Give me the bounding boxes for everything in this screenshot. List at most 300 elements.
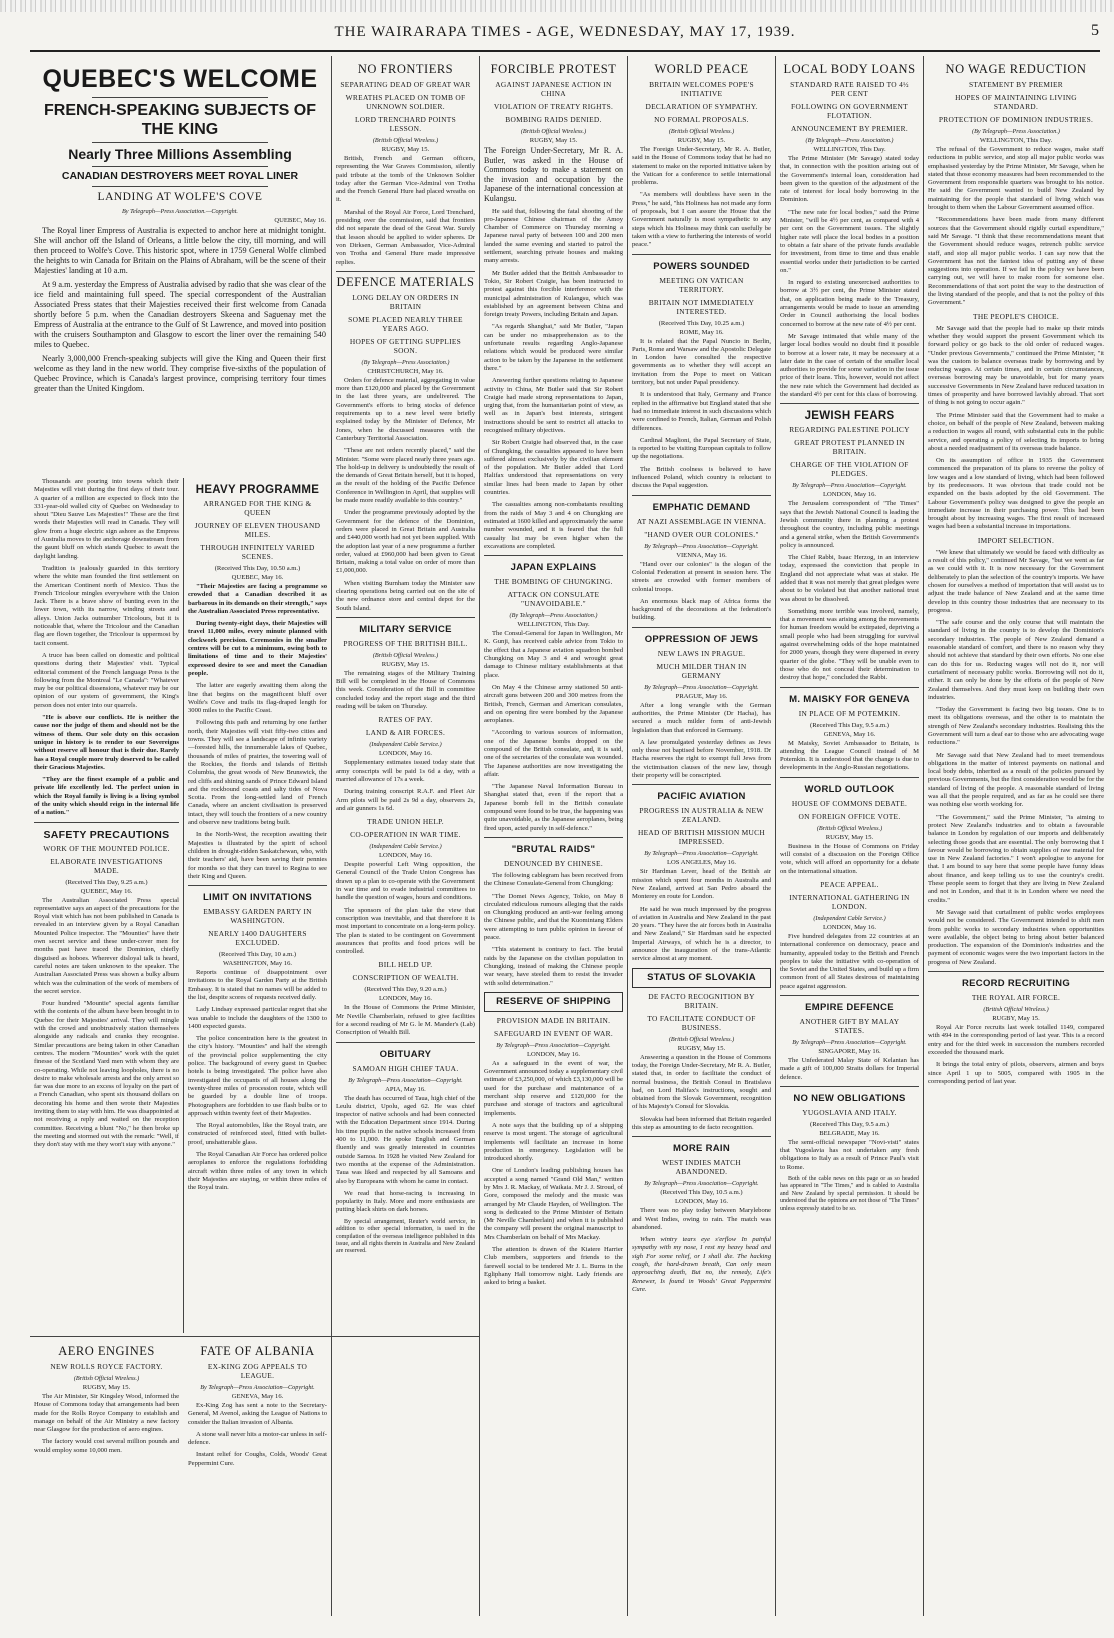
byline: By Telegraph—Press Association—Copyright. [792,1039,907,1046]
divider [632,254,771,255]
dateline: CHRISTCHURCH, May 16. [367,367,444,375]
deck: LAND & AIR FORCES. [365,728,446,738]
deck: EMBASSY GARDEN PARTY IN WASHINGTON. [203,907,312,926]
byline: (British Official Wireless.) [983,1006,1049,1014]
divider [632,627,771,628]
paragraph: He said he was much impressed by the progress of aviation in Australia and New Zealand in the past 20 years. "They have the air forces both in Australia and New Zealand," Sir Hardman said he expected Imperial Airways, of which he is a director, to announce the inauguration of the trans-Atlantic service almost at any moment. [632,905,771,963]
divider [632,1136,771,1137]
deck: HOPES OF MAINTAINING LIVING STANDARD. [955,93,1077,111]
paragraph: In the House of Commons the Prime Minister, Mr Neville Chamberlain, refused to give facilities for a second reading of Mr G. le M. Mander's (Lab) Conscription of Wealth Bill. [336,1004,475,1037]
paragraph: "They are the finest example of a public and private life excellently led. The perfect union in which the Royal family is living is a living symbol of the unity which should reign in the internal life of a nation." [34,776,179,817]
paragraph: On May 4 the Chinese army stationed 50 anti-aircraft guns between 200 and 300 metres from the British, French, German and American consulates, and on opening fire were bombed by the Japanese aeroplanes. [484,683,623,725]
paragraph: The casualties among non-combatants resulting from the raids of May 3 and 4 on Chungking are estimated at 1600 killed and approximately the same number wounded, and it is feared that the full casualty list may be even higher when the excavations are completed. [484,501,623,550]
deck: THE BOMBING OF CHUNGKING. [494,577,613,587]
paragraph: Mr Savage said that curtailment of public works employees would not be considered. The Government intended to shift men from public works to secondary industries when opportunities were available, the object being to bring about better balanced production. The expansion of the Dominion's industries and the payment of economic wages were the two important factors in the progress of New Zealand. [928,908,1104,966]
dateline: GENEVA, May 16. [231,1393,284,1400]
deck: WREATHS PLACED ON TOMB OF UNKNOWN SOLDIER. [345,93,466,111]
column-rule [183,478,184,1333]
deck: MUCH MILDER THAN IN GERMANY [656,661,747,680]
subhead: THE PEOPLE'S CHOICE. [973,311,1059,321]
article-aero [34,1342,179,1632]
dateline: WELLINGTON, This Day. [979,137,1053,144]
dateline: LONDON, May 16. [674,1198,729,1206]
paragraph: We read that horse-racing is increasing in popularity in Italy. More and more enthusiasts are putting black shirts on dark horses. [336,1189,475,1214]
column-4 [484,60,623,1632]
paragraph: Lady Lindsay expressed particular regret that she was unable to include the daughters of the 1300 to 1400 expected guests. [188,1006,327,1030]
paragraph: The refusal of the Government to reduce wages, make staff reductions in public service, and stop all major public works was emphasised yesterday by the Prime Minister, Mr Savage, when he stated that those economy measures had been recommended to the Government from responsible quarters was brought to his notice. He said the Government wanted to build New Zealand by maintaining for the people that standard of living which was brought to them when the Labour Government assumed office. [928,146,1104,212]
byline: (By Telegraph—Press Association.) [972,128,1060,135]
paragraph: He said that, following the fatal shooting of the pro-Japanese Chinese chairman of the Amoy Chamber of Commerce on Thursday morning a Japanese naval party of between 100 and 200 men landed the same evening and started to patrol the settlement, searching private houses and making many arrests. [484,207,623,265]
divider [632,495,771,496]
byline: (British Official Wireless.) [520,128,587,135]
dateline: QUEBEC, May 16. [231,574,284,581]
deck: LORD TRENCHARD POINTS LESSON. [354,115,457,133]
paragraph: The latter are eagerly awaiting them along the line that begins on the magnificent bluff over Wolfe's Cove and trails its flag-draped length for 3000 miles to the Pacific Coast. [188,682,327,715]
byline: By Telegraph—Press Association—Copyright. [644,1180,759,1188]
column-1 [34,478,179,1330]
deck: DE FACTO RECOGNITION BY BRITAIN. [648,991,755,1010]
subhead: TRADE UNION HELP. [367,817,444,827]
headline-jewish: JEWISH FEARS [804,410,895,423]
deck: DENOUNCED BY CHINESE. [503,858,604,868]
headline-aero: AERO ENGINES [58,1344,155,1358]
deck: ATTACK ON CONSULATE "UNAVOIDABLE." [507,590,600,609]
byline: (British Official Wireless.) [816,824,883,832]
paragraph: Four hundred "Mountie" special agents familiar with the contents of the album have been brought in to Quebec for their Majesties' arrival. They will mingle with the crowd and unobtrusively station themselves alongside any radicals and cranks they recognise. Similar precautions are being taken in other Canadian centres. The modern "Mounties" work with the quiet finesse of the Scotland Yard men with whom they are co-operating. While not leaving loopholes, there is no desire to make wholesale arrests and the only arrest so far was due more to an excess of loyalty on the part of a French Canadian, who spent six thousand dollars on decorating his home and then wrote their Majesties inviting them to stay with him. He was disappointed at not receiving a reply and waited on the reception committee. Receiving a blunt "No," he then broke up the meeting and stormed out with the remark: "Well, if they don't stay with me they won't stay with anyone." [34,1000,179,1149]
deck: NEW LAWS IN PRAGUE. [657,648,746,658]
article-quebec [34,62,326,472]
headline-defence: DEFENCE MATERIALS [336,274,475,289]
paragraph: Something more terrible was involved, namely, that a movement was arising among the movements for human freedom would be extirpated, depriving a small people who had been struggling for survival against overwhelming odds of the hope maintained for 2000 years, though they were dispersed in every quarter of the globe. "They will be unable even to those who do not conceal their determination to destroy that hope," concluded the Rabbi. [780,607,919,682]
paragraph: Sir Robert Craigie had observed that, in the case of Chungking, the casualties appeared to have been suffered almost exclusively by the civilian element of the population. Mr Butler added that Lord Halifax understood that representations on very similar lines had been made to Japan by other countries. [484,439,623,497]
paragraph: The Royal liner Empress of Australia is expected to anchor here at midnight tonight. She will anchor off the Island of Orleans, a little below the city, till morning, and will then proceed to Wolfe's Cove. This historic spot, where in 1759 General Wolfe climbed the heights to win Canada for Britain on the Plains of Abraham, will be the scene of their Majesties' landing at 10 a.m. [34,226,326,275]
headline-slovakia: STATUS OF SLOVAKIA [647,971,756,983]
deck: "HAND OVER OUR COLONIES." [644,529,759,539]
paragraph: "The safe course and the only course that will maintain the standard of living in the country is to develop the Dominion's secondary industries. The people of New Zealand demand a reasonable standard of comfort, and there is no reason why they should not achieve that standard by their own efforts. No one else can do this for us. Reducing wages will not do it, nor will curtailment of necessary public works. Borrowing will not do it, either. It can only be done by the efforts of the people of New Zealand themselves. And they must keep on building their own industries. [928,619,1104,701]
deck: ANOTHER GIFT BY MALAY STATES. [799,1017,900,1035]
deck: BRITAIN NOT IMMEDIATELY INTERESTED. [648,297,755,316]
dateline: WELLINGTON, This Day. [813,146,886,153]
headline-pacific: PACIFIC AVIATION [657,791,746,803]
dateline: LONDON, May 16. [378,852,433,860]
divider [780,1086,919,1087]
column-3 [336,60,475,1632]
deck: PROGRESS IN AUSTRALIA & NEW ZEALAND. [639,806,764,825]
paragraph: The Foreign Under-Secretary, Mr R. A. Butler, said in the House of Commons today that he had no statement to make on the reported initiative taken by the Vatican for a conference to settle international problems. [632,146,771,187]
paragraph: The semi-official newspaper "Novi-visti" states that Yugoslavia has not undertaken any fresh obligations to Italy as a result of Prince Paul's visit to Rome. [780,1138,919,1171]
byline: By Telegraph—Press Association—Copyright. [792,482,907,490]
column-6 [780,60,919,1632]
headline-obligations: NO NEW OBLIGATIONS [793,1092,906,1104]
byline: (British Official Wireless.) [372,651,439,659]
deck: EX-KING ZOG APPEALS TO LEAGUE. [207,1362,308,1380]
article-albania [188,1342,327,1632]
dateline: RUGBY, May 15. [381,660,430,668]
deck: SAFEGUARD IN EVENT OF WAR. [493,1028,613,1038]
deck: THE ROYAL AIR FORCE. [971,993,1061,1003]
headline-rain: MORE RAIN [672,1143,731,1155]
paragraph: The death has occurred of Taua, high chief of the Leulu district, Upolu, aged 62. He was chief inspector of native schools and had been connected with the Education Department since 1914. During his time pupils in the native schools increased from 400 to 11,000. He spoke English and German fluently and was greatly interested in countries outside Samoa. In 1928 he visited New Zealand for two months at the expense of the Administration. Taua was liked and respected by all Samoans and also by Europeans with whom he came in contact. [336,1094,475,1185]
paragraph: Reports continue of disappointment over invitations to the Royal Garden Party at the British Embassy. It is stated that no names will be added to the list, despite scores of requests received daily. [188,969,327,1001]
divider [188,885,327,886]
dateline: WASHINGTON, May 16. [222,960,293,968]
deck: PROVISION MADE IN BRITAIN. [496,1015,611,1025]
column-rule [775,56,776,1616]
column-7 [928,60,1104,1632]
paragraph: Mr Savage said that New Zealand had to meet tremendous obligations in the matter of interest payments on national and local body debts, inherited as a result of the policies pursued by previous Governments, but the first consideration would be for the standard of living of the people. A reasonable standard of living was all that the people required, and as far as he could see there was nothing else worth working for. [928,751,1104,809]
deck: NO FORMAL PROPOSALS. [654,115,749,124]
deck: ARRANGED FOR THE KING & QUEEN [203,499,312,517]
dateline: QUEBEC, May 16. [274,217,326,224]
paragraph: It is related that the Papal Nuncio in Berlin, Paris, Rome and Warsaw and the Apostolic Delegate in London have consulted the respective governments as to whether they will accept an invitation from the Pope to meet on Vatican territory, but not under Papal presidency. [632,337,771,387]
received: (Received This Day, 9.5 a.m.) [810,1120,889,1128]
subhead: BILL HELD UP. [378,960,433,970]
headline-emphatic: EMPHATIC DEMAND [652,501,751,513]
dateline: LONDON, May 16. [822,491,877,499]
byline: (By Telegraph—Press Association.) [805,137,894,144]
paragraph: The Prime Minister said that the Government had to make a choice, on behalf of the people of New Zealand, between making a reduction in wages all round, with substantial cuts in the public service, and operating a policy of selecting its imports to bring about a needed readjustment of its overseas trade balance. [928,411,1104,452]
dateline: BELGRADE, May 16. [819,1129,880,1137]
deck: ANNOUNCEMENT BY PREMIER. [790,124,909,133]
headline-heavy: HEAVY PROGRAMME [195,484,320,496]
byline: By Telegraph—Press Association—Copyright. [496,1041,611,1049]
paragraph: "We knew that ultimately we would be faced with difficulty as a result of this policy," continued Mr Savage, "but we went as far as we could with it. It is now necessary for the Government deliberately to plan the selection of the country's imports. We have chosen for ourselves a method of importation that will assist us to adjust the trade balance of New Zealand and at the same time develop in this country those industries that are necessary to its progress. [928,548,1104,614]
byline: (British Official Wireless.) [372,137,439,144]
deck: AGAINST JAPANESE ACTION IN CHINA [495,80,612,98]
dateline: LOS ANGELES, May 16. [666,859,737,867]
divider [780,777,919,778]
paragraph: As a safeguard in the event of war, the Government announced today a supplementary civil estimate of £3,250,000, of which £3,130,000 will be used for the purchase and maintenance of a merchant ship reserve and £120,000 for the purchase and storage of tractors and agricultural implements. [484,1059,623,1117]
paragraph: The Royal Canadian Air Force has ordered police aeroplanes to enforce the regulations forbidding aircraft within three miles of any town in which their Majesties are staying, or within three miles of the Royal train. [188,1151,327,1192]
headline-invitations: LIMIT ON INVITATIONS [202,892,313,904]
dateline: RUGBY, May 15. [992,1015,1040,1023]
headline-safety: SAFETY PRECAUTIONS [43,828,170,841]
paragraph: "The Japanese Naval Information Bureau in Shanghai stated that, even if the report that a Japanese bomb fell in the British consulate compound were found to be true, the happening was quite unavoidable, as the Japanese aeroplanes, being fired upon, acted purely in self-defence." [484,783,623,832]
headline-forcible: FORCIBLE PROTEST [490,62,617,76]
dateline: VIENNA, May 16. [676,551,727,559]
paragraph: Business in the House of Commons on Friday will consist of a discussion on the Foreign Office vote, which will afford an opportunity for a debate on the international situation. [780,842,919,875]
paragraph: The following cablegram has been received from the Chinese Consulate-General from Chungking: [484,871,623,888]
headline-quebec: QUEBEC'S WELCOME [42,65,318,93]
deck: SAMOAN HIGH CHIEF TAUA. [352,1063,459,1073]
paragraph: The Consul-General for Japan in Wellington, Mr K. Gunji, has received cable advice from Tokio to the effect that a Japanese aviation squadron bombed Chungking on May 3 and 4 and wrought great damage to Chinese military establishments at that place. [484,630,623,679]
paragraph: British, French and German officers, representing the War Graves Commission, silently paid tribute at the tomb of the Unknown Soldier today after the German Vice-Admiral von Trotha and the French General Hure had placed wreaths on it. [336,155,475,204]
divider [780,687,919,688]
paragraph: The Prime Minister (Mr Savage) stated today that, in connection with the position arising out of the Government's internal loan, consideration had been given to the question of the adjustment of the rate of interest for local body borrowing in the Dominion. [780,155,919,204]
dateline: PRAGUE, May 16. [675,692,728,700]
byline: (British Official Wireless.) [668,128,735,135]
paragraph: The Air Minister, Sir Kingsley Wood, informed the House of Commons today that arrangements had been made for the Rolls Royce Company to establish and manage on behalf of the Air Ministry a new factory near Glasgow for the production of aero engines. [34,1393,179,1434]
byline: (British Official Wireless.) [73,1375,140,1382]
paragraph: Slovakia had been informed that Britain regarded this step as amounting to de facto recognition. [632,1115,771,1131]
paragraph: "This statement is contrary to fact. The brutal raids by the Japanese on the civilian population in Chungking, instead of making the Chinese people war weary, have steeled them to resist the invader with solid determination." [484,946,623,987]
paragraph: After a long wrangle with the German authorities, the Prime Minister (Dr Hacha), has secured a much milder form of anti-Jewish legislation than that enforced in Germany. [632,701,771,734]
deck: AT NAZI ASSEMBLAGE IN VIENNA. [636,516,767,526]
divider [336,617,475,618]
received: (Received This Day, 9.20 a.m.) [364,986,447,994]
deck: THROUGH INFINITELY VARIED SCENES. [200,543,315,561]
subhead-millions: Nearly Three Millions Assembling [68,146,292,162]
deck: PROTECTION OF DOMINION INDUSTRIES. [938,115,1094,124]
paragraph: "The Government," said the Prime Minister, "is aiming to protect New Zealand's industries and to obtain a favourable balance in London by regulation of our imports and deliberately selecting those goods that are essential. The only borrowing that I favour would be borrowing to obtain supplies of raw material for use in New Zealand factories." I won't apologise to anyone for that. I am bound to say here that some people have funny ideas about finance, and keep telling us to use the country's credit. These people seem to forget that they are living in New Zealand and not in London, and that it is in London where we need the credits." [928,813,1104,904]
paragraph: Despite powerful Left Wing opposition, the General Council of the Trade Union Congress has drawn up a plan to co-operate with the Government in war time and to evade industrial committees to handle the question of wages, hours and conditions. [336,861,475,902]
paragraph: "Recommendations have been made from many different sources that the Government should rigidly curtail expenditure," said Mr Savage. "I think that these recommendations meant that the Government should reduce wages, retrench public service staff, and stop all major public works. I can say now that the Government has not the faintest idea of putting any of these suggestions into operation. If we fail in the policy we have been carrying out, we will have to make room for someone else. Recommendations of that sort point the way to the destruction of the living standard of the people, and that is not the policy of this Government." [928,216,1104,307]
paragraph: The sponsors of the plan take the view that conscription was inevitable, and that therefore it is most important to concentrate on a long-term policy. The plan is stated to be contingent on Government assurances that profits and food prices will be controlled. [336,906,475,956]
paragraph: It brings the total entry of pilots, observers, airmen and boys since April 1 up to 5005, compared with 1905 in the corresponding period of last year. [928,1061,1104,1085]
deck: VIOLATION OF TREATY RIGHTS. [493,102,614,111]
column-rule [479,56,480,1616]
paragraph: Mr Savage intimated that while many of the larger local bodies would no doubt find it possible to borrow at a lower rate, it may be necessary at a later date in the case of certain of the smaller local authorities to provide for some variation in the issue price of their loans. This, however, would not affect the new rate which the Government had decided as the standard 4½ per cent for this class of borrowing. [780,332,919,399]
deck: CHARGE OF THE VIOLATION OF PLEDGES. [790,460,909,479]
received: (Received This Day, 10.25 a.m.) [658,319,745,327]
deck: STATEMENT BY PREMIER [968,80,1064,89]
paragraph: The factory would cost several million pounds and would employ some 10,000 men. [34,1438,179,1454]
byline: (By Telegraph—Press Association.) [361,358,450,366]
deck: HEAD OF BRITISH MISSION MUCH IMPRESSED. [637,828,766,847]
masthead [30,20,1100,52]
paragraph: Sir Hardman Lever, head of the British air mission which spent four months in Australia and New Zealand, arrived at San Pedro aboard the Monterey en route for London. [632,868,771,901]
subhead-french-speaking: FRENCH-SPEAKING SUBJECTS OF THE KING [43,102,317,138]
paragraph: The Australian Associated Press special representative says an aspect of the precautions for the Royal visit which has not been published in Canada is revealed in an interview given by a Royal Canadian Mounted Police inspector. The "Mounties" have their own secret service and these under-cover men for months past have traced the Dominion, chiefly disguised as hoboes. Wherever disloyal talk is heard, careful notes are taken unknown to the speaker. The Australian Associated Press was shown a bulky album which was the culmination of the work of members of the secret service. [34,896,179,995]
headline-recruiting: RECORD RECRUITING [961,978,1071,990]
dateline: LONDON, May 16. [378,995,433,1003]
paragraph: An enormous black map of Africa forms the background of the decorations at the federation's building. [632,597,771,622]
headline-shipping: RESERVE OF SHIPPING [496,995,611,1007]
deck: REGARDING PALESTINE POLICY [789,425,910,435]
deck: CONSCRIPTION OF WEALTH. [352,973,459,983]
received: (Received This Day, 10.5 a.m.) [660,1189,743,1197]
dateline: APIA, May 16. [385,1085,426,1093]
paragraph: "As members will doubtless have seen in the Press," he said, "his Holiness has not made any form of proposals, but I can assure the House that the Government naturally is most sympathetic to any steps which his Holiness may think can usefully be taken with a view to furthering the interests of world peace." [632,191,771,249]
paragraph: Mr Savage said that the people had to make up their minds whether they would support the present Government which its forward policy or go back to the old order of reduced wages. "Under previous Governments," continued the Prime Minister, "it was the custom to balance overseas trade by borrowing and by reducing wages. At certain times, and in certain circumstances, overseas borrowing may be unavoidable, but for many years successive Governments in New Zealand have reduced taxation in times of prosperity and have borrowed lavishly abroad. That sort of thing is not going to occur again." [928,324,1104,407]
divider [92,142,267,143]
paragraph: In the North-West, the reception awaiting their Majesties is illustrated by the spirit of school children in drought-ridden Saskatchewan, who, with their teachers' aid, have been saving their pennies for months so that they can travel to Regina to see their King and Queen. [188,831,327,880]
divider [92,186,267,187]
paragraph: Following this path and returning by one farther north, their Majesties will visit fifty-two cities and towns. They will see a landscape of infinite variety—forested hills, the innumerable lakes of Quebec, thousands of miles of prairies, the towering wall of the Rockies, the fiords and islands of British Columbia, the great woods of New Brunswick, the red cliffs and shining sands of Prince Edward Island and the rockbound coasts and salty tides of Nova Scotia. From the long-settled land of French Canada, where an ancient civilisation is preserved intact, they will touch the frontiers of a new country and observe new traditions being built. [188,719,327,827]
deck: NEARLY 1400 DAUGHTERS EXCLUDED. [208,929,307,948]
dateline: QUEBEC, May 16. [80,887,133,895]
deck: FOLLOWING ON GOVERNMENT FLOTATION. [791,102,908,120]
subhead: IMPORT SELECTION. [977,535,1055,545]
headline-oppression: OPPRESSION OF JEWS [644,633,759,645]
paragraph: Mr Butler added that the British Ambassador to Tokio, Sir Robert Craigie, has been instructed to protest against this forcible interference with the municipal administration of Kulangsu, which was established by an agreement between China and foreign treaty Powers, including Britain and Japan. [484,269,623,319]
headline-wage: NO WAGE REDUCTION [945,62,1087,76]
deck: CO-OPERATION IN WAR TIME. [350,830,461,840]
byline: By Telegraph—Press Association—Copyright. [644,683,759,691]
column-rule [627,56,628,1616]
headline-empire: EMPIRE DEFENCE [805,1002,894,1013]
column-2 [188,478,327,1330]
paragraph: The attention is drawn of the Kiatere Harrier Club members, supporters and friends to the farewell social to be tendered Mr J. L. Burns in the Egliphany Hall tomorrow night. Lady friends are asked to bring a basket. [484,1246,623,1287]
divider [92,97,267,98]
paragraph: Ex-King Zog has sent a note to the Secretary-General, M Avenol, asking the League of Nations to consider the Italian invasion of Albania. [188,1402,327,1426]
paragraph: During training conscript R.A.F. and Fleet Air Arm pilots will be paid 2s 9d a day, observers 2s, and air gunners 1s 6d. [336,788,475,812]
divider [34,822,179,823]
deck: HOUSE OF COMMONS DEBATE. [791,798,908,808]
paragraph: The British coolness is believed to have influenced Poland, which country is reluctant to discuss the Papal suggestion. [632,465,771,490]
scan-artifact [0,0,1114,12]
byline: (Independent Cable Service.) [813,914,886,922]
byline: By Telegraph—Press Association.—Copyright. [122,208,238,215]
paragraph: The Royal automobiles, like the Royal train, are constructed of reinforced steel, fitted with bullet-proof, unshatterable glass. [188,1122,327,1146]
paragraph: "According to various sources of information, one of the Japanese bombs dropped on the compound of the British consulate, and, it is said, one of the secretaries of the consulate was wounded. The Japanese authorities are now investigating the affair. [484,729,623,778]
headline-military: MILITARY SERVICE [359,623,452,635]
divider [780,403,919,404]
deck: BRITAIN WELCOMES POPE'S INITIATIVE [649,80,754,98]
dateline: RUGBY, May 15. [381,146,430,153]
paragraph: The Unfederated Malay State of Kelantan has made a gift of 100,000 Straits dollars for Imperial defence. [780,1057,919,1081]
paragraph: On its assumption of office in 1935 the Government commenced the preparation of its plans to reverse the policy of low wages and a low standard of living, which had been followed by its predecessors. It was obvious that trade could not be expanded on the basis adopted by the old Government. The Labour Government's policy was designed to give the people an immediate increase in their purchasing power. This had been brought about by increasing wages. The first result of increased wages had been a substantial increase in importations. [928,457,1104,531]
column-5 [632,60,771,1632]
headline-obituary: OBITUARY [379,1048,432,1060]
paragraph: The Foreign Under-Secretary, Mr R. A. Butler, was asked in the House of Commons today to make a statement on the invasion and occupation by the Japanese of the international concession at Kulangsu. [484,146,623,203]
byline: (Independent Cable Service.) [369,843,442,851]
paragraph: It is understood that Italy, Germany and France replied in the affirmative but England stated that she had no immediate interest in such discussions which were confined to French, Italian, German and Polish differences. [632,391,771,432]
deck: ON FOREIGN OFFICE VOTE. [798,811,901,821]
page-number: 5 [1091,22,1100,39]
deck: WORK OF THE MOUNTED POLICE. [43,843,170,853]
received: (Received This Day, 9.25 a.m.) [65,878,148,886]
paragraph: Supplementary estimates issued today state that army conscripts will be paid 1s 6d a day, with a married allowance of 17s a week. [336,759,475,783]
deck: SOME PLACED NEARLY THREE YEARS AGO. [348,314,463,333]
received: (Received This Day, 10.50 a.m.) [214,565,301,572]
divider [484,555,623,556]
paragraph: Tradition is jealously guarded in this territory where the white man founded the first settlement on the American Continent north of Mexico. Thus the French Tricolour mingles everywhere with the Union Jack. There is a brave show of bunting even in the lower town, with its narrow, winding streets and alleys. Union Jacks outnumber Tricolours, but it is noticeable that, where the Tricolour and the Canadian flag are flown together, the Tricolour is uppermost by tacit consent. [34,564,179,647]
deck: JOURNEY OF ELEVEN THOUSAND MILES. [194,521,321,539]
dateline: RUGBY, May 15. [677,137,726,144]
deck: BOMBING RAIDS DENIED. [505,115,602,124]
paragraph: Nearly 3,000,000 French-speaking subjects will give the King and Queen their first welcome as they land in the new world. They comprise five-sixths of the population of Quebec Province, which is Canada's largest province, comprising territory four times greater than the United Kingdom. [34,354,326,393]
byline: By Telegraph—Press Association—Copyright. [644,542,759,550]
paragraph: A truce has been called on domestic and political questions during their Majesties' visit. Typical editorial comment of the French language Press is the following from the Montreal "Le Canada": "Whatever may be our political dissensions, whatever may be our opinion of our system of government, the King's person does not enter into our quarrels. [34,651,179,709]
paragraph: When visiting Burnham today the Minister saw clearing operations being carried out on the site of the new ordnance store and central depot for the South Island. [336,579,475,612]
headline-japan: JAPAN EXPLAINS [510,562,597,574]
paragraph: Under the programme previously adopted by the Government for the defence of the Dominion, orders were placed in Great Britain and Australia and £440,000 worth had not yet been supplied. With the adoption last year of a new programme a further order, valued at £960,000 had been given to Great Britain, making a total value on order of more than £1,000,000. [336,509,475,575]
paragraph: A stone wall never hits a motor-car unless in self-defence. [188,1430,327,1447]
advertisement: When wintry tears eye s'erflow In painful sympathy with my nose, I rest my heavy head and sigh For some relief, or I shall die. The hacking cough, the hard-drawn breath, Can only mean approaching death, But no, the remedy, Life's Renewer, Is found in Woods' Great Peppermint Cure. [632,1236,771,1293]
divider [928,971,1104,972]
byline: (By Telegraph—Press Association.) [509,612,598,620]
paragraph: At 9 a.m. yesterday the Empress of Australia advised by radio that she was clear of the ice field and maintaining full speed. The special correspondent of the Australian Associated Press states that their Majesties received their first welcome from Canada shortly before 5 p.m. when the Canadian destroyers Skeena and Saguenay met the Empress of Australia at the entrance to the Gulf of St Lawrence, and moved into position with the cruisers Southampton and Glasgow to escort the liner over the remaining 540 miles to Quebec. [34,280,326,349]
dateline: SINGAPORE, May 16. [818,1048,881,1055]
dateline: LONDON, May 16. [378,750,433,758]
headline-outlook: WORLD OUTLOOK [804,783,895,795]
paragraph: "Hand over our colonies" is the slogan of the Colonial Federation at present in session here. The streets are crowded with former members of colonial troops. [632,560,771,593]
paragraph: Royal Air Force recruits last week totalled 1149, compared with 494 in the corresponding period of last year. This is a record entry and for the third week in succession the numbers recorded exceeded the thousand mark. [928,1024,1104,1056]
paragraph: By special arrangement, Reuter's world service, in addition to other special information, is used in the compilation of the overseas intelligence published in this issue, and all rights therein in Australia and New Zealand are reserved. [336,1218,475,1255]
divider [484,837,623,838]
headline-frontiers: NO FRONTIERS [357,62,454,76]
byline: By Telegraph—Press Association—Copyright. [200,1384,315,1391]
divider [336,1042,475,1043]
dateline: RUGBY, May 15. [529,137,578,144]
paragraph: There was no play today between Marylebone and West Indies, owing to rain. The match was abandoned. [632,1207,771,1231]
divider [632,784,771,785]
byline: By Telegraph—Press Association—Copyright. [644,850,759,858]
deck: YUGOSLAVIA AND ITALY. [802,1107,897,1117]
subhead-destroyers: CANADIAN DESTROYERS MEET ROYAL LINER [61,170,299,182]
dateline: LONDON, May 16. [526,1050,581,1058]
paragraph: "The Domei News Agency, Tokio, on May 8 circulated ridiculous rumours alleging that the raids on Chungking produced an anti-war feeling among the Chinese public, and that the Kuomintang Elders were attempting to turn public opinion in favour of peace. [484,892,623,942]
dateline: ROME, May 16. [679,328,724,336]
deck: IN PLACE OF M POTEMKIN. [798,708,901,718]
dateline: LONDON, May 16. [822,923,877,931]
paragraph: Instant relief for Coughs, Colds, Woods' Great Peppermint Cure. [188,1451,327,1467]
paragraph: Orders for defence material, aggregating in value more than £120,000 and placed by the Government in the last three years, are undelivered. The Government's efforts to bring stocks of defence requirements up to a new level were briefly explained today by the Minister of Defence, Mr Jones, when he discussed measures with the Canterbury Territorial Association. [336,376,475,442]
headline-maisky: M. MAISKY FOR GENEVA [789,693,910,705]
boxed-headline [632,968,771,988]
deck: NEW ROLLS ROYCE FACTORY. [50,1362,163,1371]
paragraph: "These are not orders recently placed," said the Minister. "Some were placed nearly three years ago. The hold-up in delivery is undoubtedly the result of the demands of Great Britain herself, but it is hoped, as the result of the holding of the Pacific Defence Conference in Wellington in April, that supplies will be made more readily available to this country." [336,447,475,505]
headline-powers: POWERS SOUNDED [653,260,750,272]
dateline: GENEVA, May 16. [823,730,876,738]
divider [780,995,919,996]
divider [92,166,267,167]
deck: ELABORATE INVESTIGATIONS MADE. [50,856,163,875]
deck: INTERNATIONAL GATHERING IN LONDON. [789,892,910,911]
dateline: RUGBY, May 15. [825,833,874,841]
paragraph: "He is above our conflicts. He is neither the cause nor the judge of them and should not be the witness of them. Our sole duty on this occasion unique in history is to render to our Sovereigns without reserve all honour that is their due. Rarely has a Royal couple more truly deserved to be called their Gracious Majesties. [34,714,179,771]
headline-albania: FATE OF ALBANIA [200,1344,315,1358]
deck: LONG DELAY ON ORDERS IN BRITAIN [352,292,459,311]
deck: HOPES OF GETTING SUPPLIES SOON. [349,336,462,355]
paragraph: Five hundred delegates from 22 countries at an international conference on democracy, peace and humanity, appealed today to the British and French peoples to take the initiative with co-operation of the Soviet and the United States, and build up a firm common front of all States desirous of maintaining peace against aggression. [780,932,919,990]
paragraph: Both of the cable news on this page or as so headed has appeared in "The Times," and is cabled to Australia and New Zealand by special permission. It should be understood that the opinions are not those of "The Times" unless expressly stated to be so. [780,1176,919,1212]
column-rule [331,56,332,1616]
deck: SEPARATING DEAD OF GREAT WAR [340,80,471,89]
deck: GREAT PROTEST PLANNED IN BRITAIN. [794,438,905,457]
paragraph: "Today the Government is facing two big issues. One is to meet its obligations overseas, and the other is to maintain the strength of New Zealand's secondary industries. Realising this the Government will turn a deaf ear to those who are advocating wage reductions." [928,706,1104,747]
dateline: RUGBY, May 15. [82,1384,131,1391]
paragraph: The Jerusalem correspondent of "The Times" says that the Jewish National Council is leading the Jewish community there in planning a protest throughout the country, including public meetings and a general strike, when the British Government's policy is announced. [780,500,919,549]
paragraph: "The new rate for local bodies," said the Prime Minister, "will be 4½ per cent, as compared with 4 per cent on the Government issues. The slightly higher rate will place the local bodies in a position to obtain a fair share of the private funds available for investment, from time to time and thus enable essential works under their jurisdiction to be carried on." [780,208,919,274]
headline-peace: WORLD PEACE [654,62,749,76]
paragraph: Cardinal Maglioni, the Papal Secretary of State, is reported to be visiting European capitals to follow up the negotiations. [632,436,771,461]
deck: TO FACILITATE CONDUCT OF BUSINESS. [647,1013,756,1032]
boxed-headline [484,992,623,1012]
paragraph: The Chief Rabbi, Isaac Herzog, in an interview today, expressed the conviction that people in England did not appreciate what was at stake. He added that it was not merely that great pledges were about to be violated but that another national trust was about to be dissolved. [780,554,919,603]
deck: STANDARD RATE RAISED TO 4½ PER CENT [790,80,909,98]
column-rule [923,56,924,1616]
received: (Received This Day, 9.5 a.m.) [810,721,889,729]
paragraph: A note says that the building up of a shipping reserve is most urgent. The storage of agricultural implements will facilitate an increase in home production in emergency. Legislation will be introduced shortly. [484,1121,623,1163]
byline: (Independent Cable Service.) [369,741,442,749]
masthead-title: THE WAIRARAPA TIMES - AGE, WEDNESDAY, MAY 17, 1939. [334,24,796,40]
paragraph: The remaining stages of the Military Training Bill will be completed in the House of Commons this week. Consideration of the Bill in committee concluded today and the report stage and the third reading will be taken on Thursday. [336,669,475,711]
subhead-landing: LANDING AT WOLFE'S COVE [97,191,263,203]
paragraph: Answering a question in the House of Commons today, the Foreign Under-Secretary, Mr R. A. Butler, stated that, in order to facilitate the conduct of normal business, the British Consul in Bratislava had, on Lord Halifax's instructions, sought and obtained from the Slovak Government, recognition of his Majesty's Consul for Slovakia. [632,1053,771,1111]
paragraph: In regard to existing unexercised authorities to borrow at 3½ per cent, the Prime Minister stated that, on application being made to the Treasury, arrangements would be made to issue an amending Order in Council authorising the local bodies concerned to borrow at the new rate of 4½ per cent. [780,279,919,328]
paragraph: During twenty-eight days, their Majesties will travel 11,000 miles, every minute planned with clockwork precision. Ceremonies in the smaller centres will be cut to a minimum, owing both to limitations of time and to their Majesties' expressed desire to see and meet the Canadian people. [188,620,327,677]
dateline: WELLINGTON, This Day. [517,621,590,629]
deck: WEST INDIES MATCH ABANDONED. [662,1158,741,1177]
deck: MEETING ON VATICAN TERRITORY. [659,275,744,294]
paragraph: A law promulgated yesterday defines as Jews only those not baptised before November, 1918. Dr Hacha reserves the right to exempt full Jews from the victimisation clauses of the new law, though their property will be conscripted. [632,738,771,780]
paragraph: M Maisky, Soviet Ambassador to Britain, is attending the League Council instead of M Potemkin. It is understood that the change is due to developments in the Anglo-Russian negotiations. [780,739,919,772]
received: (Received This Day, 10 a.m.) [218,951,297,959]
subhead: PEACE APPEAL. [820,879,879,889]
dateline: RUGBY, May 15. [677,1044,726,1052]
deck: PROGRESS OF THE BRITISH BILL. [343,638,468,648]
paragraph: The police concentration here is the greatest in the city's history. "Mounties" and half the strength of the provincial police supplementing the city police. The background of every guest in Quebec hotels is being investigated. The police have also investigated the occupants of all houses along the twenty-three miles of procession route, which will be guarded by a double line of troops. Photographers are forbidden to use flash bulbs or to approach within twenty feet of their Majesties. [188,1035,327,1117]
subhead: RATES OF PAY. [378,715,433,725]
paragraph: "Their Majesties are facing a programme so crowded that a Canadian described it as barbarous in its demands on their strength," says the Australian Associated Press representative. [188,583,327,615]
headline-local: LOCAL BODY LOANS [783,62,916,76]
paragraph: "As regards Shanghai," said Mr Butler, "Japan can be under no misapprehension as to the unfortunate results regarding Anglo-Japanese relations which would be produced were similar action to be taken by the Japanese in the settlement there." [484,323,623,372]
paragraph: Answering further questions relating to Japanese activity in China, Mr Butler said that Sir Robert Craigie had made strong representations to Japan, urging that, from the humanitarian point of view, as well as in Japan's best interests, stringent instructions should be sent to restrict all attacks to recognised military objectives. [484,377,623,434]
divider [336,271,475,272]
paragraph: One of London's leading publishing houses has accepted a song named "Grand Old Man," written by Mrs J. R. Mackay, of Waikaia. Mr J. J. Stroud, of Gore, composed the melody and the music was arranged by Mr Claude Hayden, of Wellington. The song is dedicated to the Prime Minister of Britain (Mr Neville Chamberlain) and when it is published the company will present the original manuscript to Mrs Chamberlain on behalf of Mrs Mackay. [484,1167,623,1241]
